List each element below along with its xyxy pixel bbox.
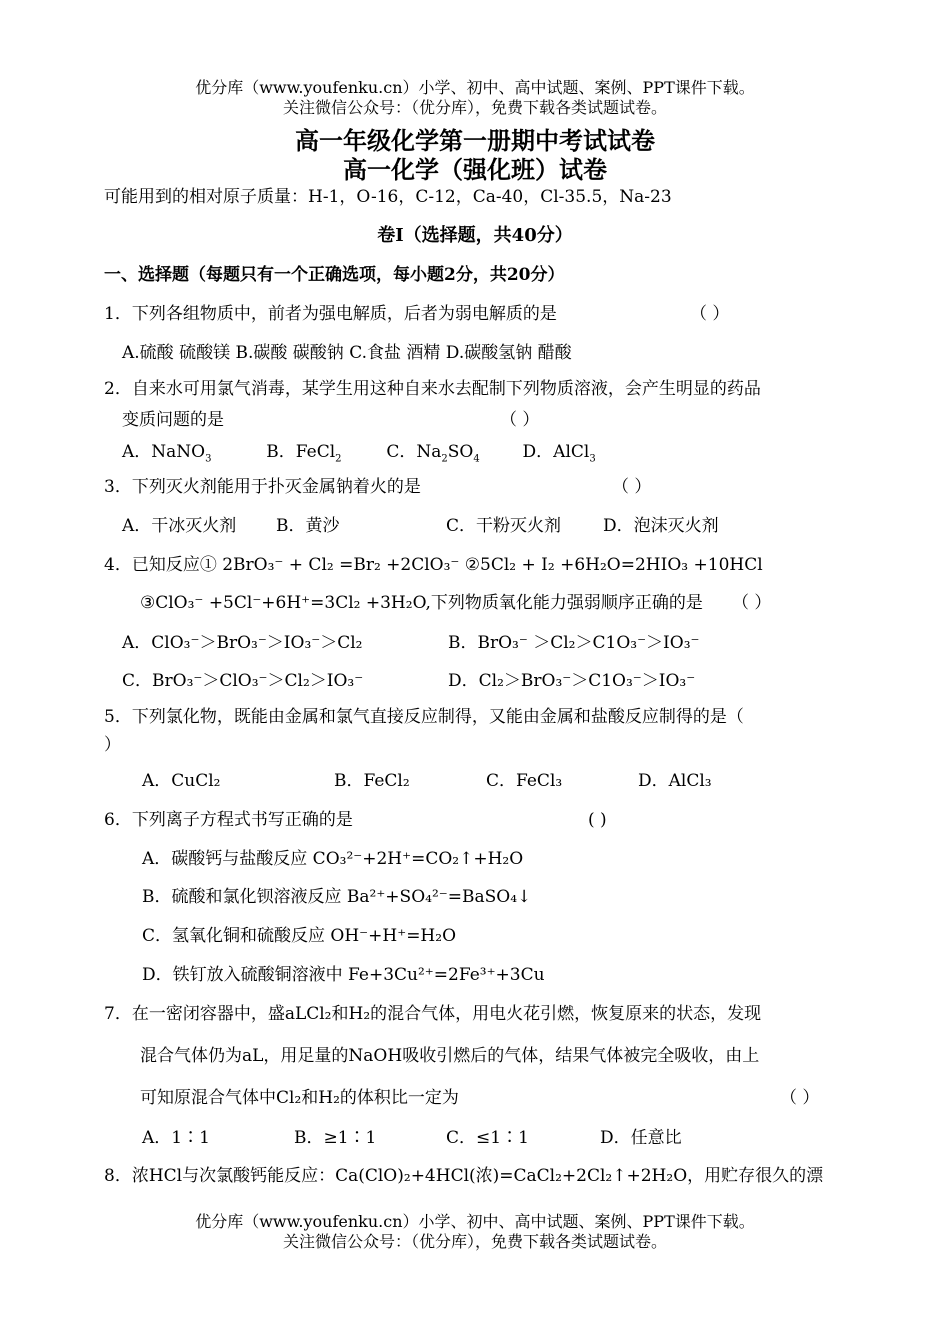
page-subtitle: 高一化学（强化班）试卷 xyxy=(343,155,607,184)
q2-option-a: A．NaNO$_3$ xyxy=(122,442,212,465)
header-line-2: 关注微信公众号：（优分库），免费下载各类试题试卷。 xyxy=(282,98,667,117)
q6-answer-paren: ( ) xyxy=(588,810,607,830)
q6-option-a: A．碳酸钙与盐酸反应 CO₃²⁻+2H⁺=CO₂↑+H₂O xyxy=(142,849,524,869)
q4-option-b: B．BrO₃⁻ ＞Cl₂＞C1O₃⁻＞IO₃⁻ xyxy=(448,633,700,653)
q3-option-c: C．干粉灭火剂 xyxy=(446,516,562,536)
q4-option-c: C．BrO₃⁻＞ClO₃⁻＞Cl₂＞IO₃⁻ xyxy=(122,671,364,691)
q4-stem-1: 4．已知反应① 2BrO₃⁻ + Cl₂ =Br₂ +2ClO₃⁻ ②5Cl₂ + I₂ +6H₂O=2HIO₃ +10HCl xyxy=(104,555,763,575)
q7-option-d: D．任意比 xyxy=(600,1128,682,1148)
q5-stem-2: ） xyxy=(104,735,121,755)
q2-stem-1: 2．自来水可用氯气消毒，某学生用这种自来水去配制下列物质溶液，会产生明显的药品 xyxy=(104,379,761,399)
q6-option-b: B．硫酸和氯化钡溶液反应 Ba²⁺+SO₄²⁻=BaSO₄↓ xyxy=(142,887,532,907)
q3-stem: 3．下列灭火剂能用于扑灭金属钠着火的是 xyxy=(104,477,421,497)
q2-option-b: B．FeCl$_2$ xyxy=(266,442,342,465)
q7-option-b: B．≥1∶1 xyxy=(294,1128,377,1148)
atomic-masses: 可能用到的相对原子质量：H-1，O-16，C-12，Ca-40，Cl-35.5，Na-23 xyxy=(104,187,672,207)
q1-answer-paren: （ ） xyxy=(690,304,730,324)
q8-stem-1: 8．浓HCl与次氯酸钙能反应：Ca(ClO)₂+4HCl(浓)=CaCl₂+2Cl₂↑+2H₂O，用贮存很久的漂 xyxy=(104,1166,824,1186)
q4-option-d: D．Cl₂＞BrO₃⁻＞C1O₃⁻＞IO₃⁻ xyxy=(448,671,696,691)
q2-option-d: D．AlCl$_3$ xyxy=(522,442,596,465)
header-line-1: 优分库（www.youfenku.cn）小学、初中、高中试题、案例、PPT课件下载。 xyxy=(195,78,755,97)
q7-stem-3: 可知原混合气体中Cl₂和H₂的体积比一定为 xyxy=(140,1088,459,1108)
q2-option-c: C．$Na_2SO_4$ xyxy=(386,442,480,465)
q7-stem-2: 混合气体仍为aL，用足量的NaOH吸收引燃后的气体，结果气体被完全吸收，由上 xyxy=(140,1046,760,1066)
q7-option-c: C．≤1∶1 xyxy=(446,1128,529,1148)
q7-stem-1: 7．在一密闭容器中，盛aLCl₂和H₂的混合气体，用电火花引燃，恢复原来的状态，发现 xyxy=(104,1004,762,1024)
footer-line-1: 优分库（www.youfenku.cn）小学、初中、高中试题、案例、PPT课件下载。 xyxy=(195,1212,755,1231)
q3-option-a: A．干冰灭火剂 xyxy=(122,516,237,536)
q5-stem-1: 5．下列氯化物，既能由金属和氯气直接反应制得，又能由金属和盐酸反应制得的是（ xyxy=(104,707,744,727)
q5-option-c: C．FeCl₃ xyxy=(486,771,563,791)
q1-options: A.硫酸 硫酸镁 B.碳酸 碳酸钠 C.食盐 酒精 D.碳酸氢钠 醋酸 xyxy=(122,343,572,363)
q6-option-d: D．铁钉放入硫酸铜溶液中 Fe+3Cu²⁺=2Fe³⁺+3Cu xyxy=(142,965,545,985)
q1-stem: 1．下列各组物质中，前者为强电解质，后者为弱电解质的是 xyxy=(104,304,557,324)
q2-stem-2: 变质问题的是 xyxy=(122,410,224,430)
q4-answer-paren: （ ） xyxy=(732,593,772,613)
q7-option-a: A．1∶1 xyxy=(142,1128,210,1148)
q6-stem: 6．下列离子方程式书写正确的是 xyxy=(104,810,353,830)
q5-option-d: D．AlCl₃ xyxy=(638,771,712,791)
q4-stem-2: ③ClO₃⁻ +5Cl⁻+6H⁺=3Cl₂ +3H₂O,下列物质氧化能力强弱顺序正确的是 xyxy=(140,593,703,613)
q3-option-b: B．黄沙 xyxy=(276,516,340,536)
q7-answer-paren: （ ） xyxy=(780,1088,820,1108)
page-title: 高一年级化学第一册期中考试试卷 xyxy=(295,126,655,155)
part1-title: 卷Ⅰ（选择题，共40分） xyxy=(377,225,573,246)
q5-option-b: B．FeCl₂ xyxy=(334,771,410,791)
section1-title: 一、选择题（每题只有一个正确选项，每小题2分，共20分） xyxy=(104,265,565,285)
q6-option-c: C．氢氧化铜和硫酸反应 OH⁻+H⁺=H₂O xyxy=(142,926,457,946)
q4-option-a: A．ClO₃⁻＞BrO₃⁻＞IO₃⁻＞Cl₂ xyxy=(122,633,363,653)
q3-option-d: D．泡沫灭火剂 xyxy=(603,516,719,536)
q5-option-a: A．CuCl₂ xyxy=(142,771,221,791)
q3-answer-paren: （ ） xyxy=(612,477,652,497)
footer-line-2: 关注微信公众号：（优分库），免费下载各类试题试卷。 xyxy=(282,1232,667,1251)
q2-answer-paren: （ ） xyxy=(500,410,540,430)
q2-options xyxy=(122,441,596,463)
